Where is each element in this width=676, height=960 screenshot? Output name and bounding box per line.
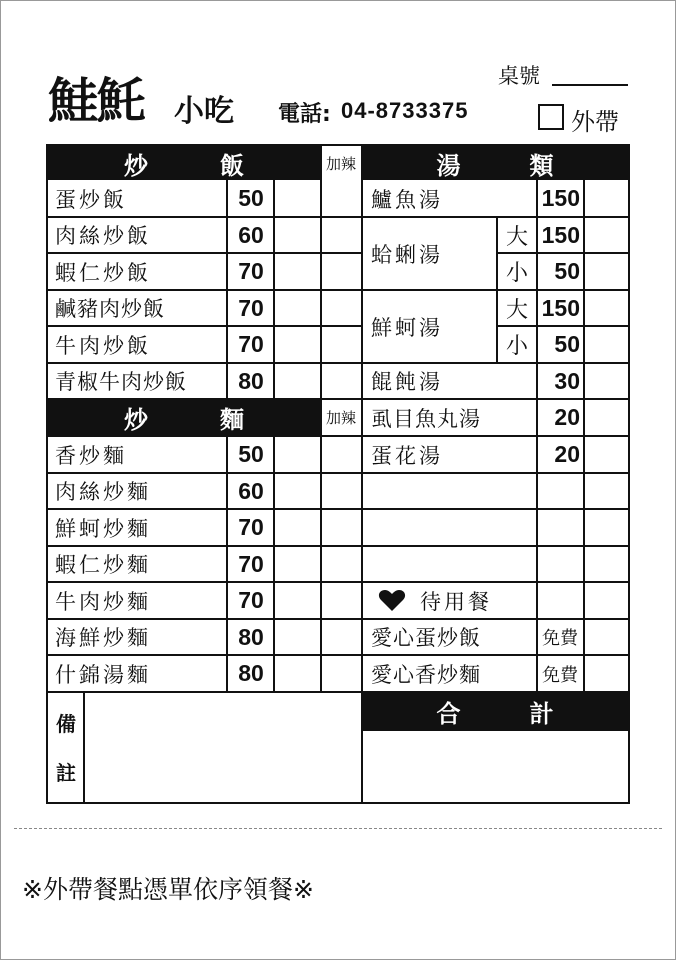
grid-line <box>362 618 628 620</box>
menu-item-price: 70 <box>238 514 264 540</box>
fried-noodles-header <box>48 399 320 436</box>
suspended-item-name: 愛心香炒麵 <box>371 662 481 687</box>
fried-noodles-spicy-label: 加辣 <box>325 409 356 427</box>
suspended-meal-title-row <box>378 582 538 619</box>
grid-line <box>48 289 362 291</box>
grid-line <box>48 508 362 510</box>
menu-item-price: 80 <box>238 367 264 394</box>
menu-item-price: 70 <box>238 550 264 577</box>
grid-line <box>226 180 228 399</box>
grid-line <box>48 362 362 364</box>
grid-line <box>362 435 628 437</box>
grid-line <box>48 691 628 693</box>
soup-item-price: 20 <box>554 404 580 430</box>
soup-item-price: 50 <box>554 331 580 357</box>
menu-item-name: 肉絲炒飯 <box>55 224 151 248</box>
menu-item-name: 青椒牛肉炒飯 <box>55 370 187 394</box>
grid-line <box>362 729 628 731</box>
menu-item-name: 牛肉炒飯 <box>55 333 151 358</box>
soup-item-price: 50 <box>554 258 580 284</box>
remarks-label <box>48 692 84 802</box>
grid-line <box>496 325 628 327</box>
size-small-label: 小 <box>505 334 528 359</box>
menu-item-name: 蝦仁炒麵 <box>55 553 151 577</box>
grid-line <box>362 362 628 364</box>
soup-item-price: 150 <box>541 221 580 248</box>
grid-line <box>273 180 275 399</box>
takeout-checkbox[interactable] <box>538 104 564 130</box>
menu-item-price: 50 <box>238 185 264 211</box>
grid-line <box>362 472 628 474</box>
soup-item-name: 餛飩湯 <box>371 370 443 394</box>
soup-item-name: 鱸魚湯 <box>371 187 443 212</box>
grid-line <box>361 146 363 802</box>
size-small-label: 小 <box>505 261 528 286</box>
grid-line <box>362 581 628 583</box>
size-large-label: 大 <box>505 297 528 323</box>
suspended-item-name: 愛心蛋炒飯 <box>371 626 481 650</box>
soup-item-price: 20 <box>554 441 580 467</box>
grid-line <box>273 436 275 692</box>
grid-line <box>226 436 228 692</box>
cut-line <box>14 828 662 829</box>
soup-item-price: 150 <box>541 185 580 211</box>
fried-rice-spicy-label: 加辣 <box>325 154 356 173</box>
soups-title-left: 湯 <box>436 151 461 180</box>
soups-title-right: 類 <box>529 151 554 180</box>
heart-icon <box>378 590 406 612</box>
grid-line <box>48 545 362 547</box>
fried-rice-title-left: 炒 <box>124 151 148 180</box>
total-field[interactable] <box>362 730 628 802</box>
remarks-char-1: 備 <box>56 712 76 736</box>
soup-item-name: 虱目魚丸湯 <box>371 406 481 431</box>
size-large-label: 大 <box>505 224 528 250</box>
grid-line <box>48 472 362 474</box>
menu-item-name: 蝦仁炒飯 <box>55 260 151 285</box>
grid-line <box>583 180 585 692</box>
grid-line <box>536 180 538 692</box>
menu-item-name: 鮮蚵炒麵 <box>55 516 151 541</box>
menu-item-name: 牛肉炒麵 <box>55 589 151 614</box>
soup-item-name: 蛋花湯 <box>371 443 443 468</box>
grid-line <box>362 654 628 656</box>
menu-item-name: 海鮮炒麵 <box>55 626 151 650</box>
grid-line <box>320 146 322 692</box>
suspended-meal-title: 待用餐 <box>420 589 492 614</box>
table-number-field[interactable] <box>552 84 628 86</box>
grid-line <box>83 692 85 802</box>
soup-item-name: 蛤蜊湯 <box>371 242 443 267</box>
takeout-label: 外帶 <box>571 108 619 136</box>
soup-item-name: 鮮蚵湯 <box>371 315 443 340</box>
menu-item-price: 60 <box>238 221 264 248</box>
total-title-right: 計 <box>529 699 554 728</box>
fried-noodles-title-right: 麵 <box>220 406 244 434</box>
remarks-field[interactable] <box>84 692 362 802</box>
suspended-item-price: 免費 <box>542 628 578 649</box>
fried-rice-title-right: 飯 <box>220 151 244 180</box>
grid-line <box>48 216 362 218</box>
menu-item-price: 70 <box>238 587 264 613</box>
fried-rice-header <box>48 146 320 180</box>
grid-line <box>496 217 498 363</box>
menu-item-name: 蛋炒飯 <box>55 187 127 212</box>
menu-item-name: 什錦湯麵 <box>55 662 151 687</box>
menu-item-price: 70 <box>238 258 264 284</box>
grid-line <box>362 508 628 510</box>
grid-line <box>362 545 628 547</box>
menu-item-price: 70 <box>238 331 264 357</box>
menu-item-name: 香炒麵 <box>55 443 127 468</box>
grid-line <box>362 398 628 400</box>
menu-table <box>46 144 630 804</box>
grid-line <box>48 325 362 327</box>
grid-line <box>362 216 628 218</box>
total-header <box>362 692 628 730</box>
grid-line <box>48 252 362 254</box>
remarks-char-2: 註 <box>56 761 76 785</box>
menu-item-price: 50 <box>238 441 264 467</box>
footer-note: ※外帶餐點憑單依序領餐※ <box>22 875 314 904</box>
menu-item-price: 80 <box>238 660 264 686</box>
grid-line <box>362 289 628 291</box>
shop-suffix: 小吃 <box>174 94 234 129</box>
grid-line <box>48 398 362 400</box>
menu-item-price: 80 <box>238 623 264 650</box>
grid-line <box>48 581 362 583</box>
grid-line <box>48 618 362 620</box>
table-number-label: 桌號 <box>498 64 540 88</box>
menu-item-price: 60 <box>238 477 264 504</box>
phone-number: 04-8733375 <box>341 98 469 123</box>
soup-item-price: 30 <box>554 367 580 394</box>
soups-header <box>362 146 628 180</box>
menu-item-name: 肉絲炒麵 <box>55 480 151 504</box>
grid-line <box>496 252 628 254</box>
phone-label: 電話: <box>278 102 331 127</box>
total-title-left: 合 <box>436 699 461 728</box>
menu-item-price: 70 <box>238 294 264 321</box>
grid-line <box>48 654 362 656</box>
suspended-item-price: 免費 <box>542 664 578 686</box>
menu-item-name: 鹹豬肉炒飯 <box>55 297 165 321</box>
grid-line <box>48 435 362 437</box>
soup-item-price: 150 <box>541 294 580 321</box>
fried-noodles-title-left: 炒 <box>124 406 148 434</box>
shop-name: 鮭魠 <box>48 73 145 129</box>
